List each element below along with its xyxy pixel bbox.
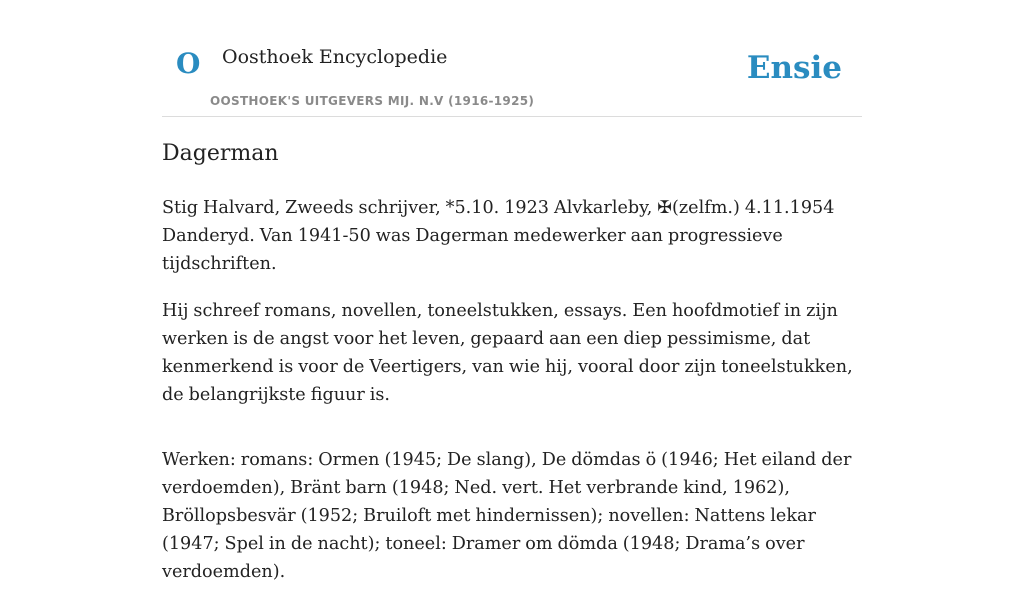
article-paragraph-intro: Stig Halvard, Zweeds schrijver, *5.10. 1923 Alvkarleby, ✠(zelfm.) 4.11.1954 Danderyd. Van 1941-50 was Dagerman medewerker aan progressieve tijdschriften. xyxy=(162,198,835,274)
article xyxy=(162,138,862,605)
logo-letter-link[interactable]: O xyxy=(176,47,201,80)
article-paragraph-works: Werken: romans: Ormen (1945; De slang), De dömdas ö (1946; Het eiland der verdoemden), Bränt barn (1948; Ned. vert. Het verbrande kind, 1962), Bröllopsbesvär (1952; Bruiloft met hindernissen); novellen: Nattens lekar (1947; Spel in de nacht); toneel: Dramer om dömda (1948; Drama’s over verdoemden). xyxy=(162,450,852,582)
article-paragraph-body: Hij schreef romans, novellen, toneelstukken, essays. Een hoofdmotief in zijn werken is de angst voor het leven, gepaard aan een diep pessimisme, dat kenmerkend is voor de Veertigers, van wie hij, vooral door zijn toneelstukken, de belangrijkste figuur is. xyxy=(162,301,853,405)
article-title: Dagerman xyxy=(162,141,279,166)
ensie-brand-link[interactable]: Ensie xyxy=(746,50,842,86)
encyclopedia-title-link[interactable]: Oosthoek Encyclopedie xyxy=(222,46,448,68)
site-header xyxy=(162,0,862,117)
publisher-subtitle: OOSTHOEK'S UITGEVERS MIJ. N.V (1916-1925) xyxy=(210,94,535,108)
